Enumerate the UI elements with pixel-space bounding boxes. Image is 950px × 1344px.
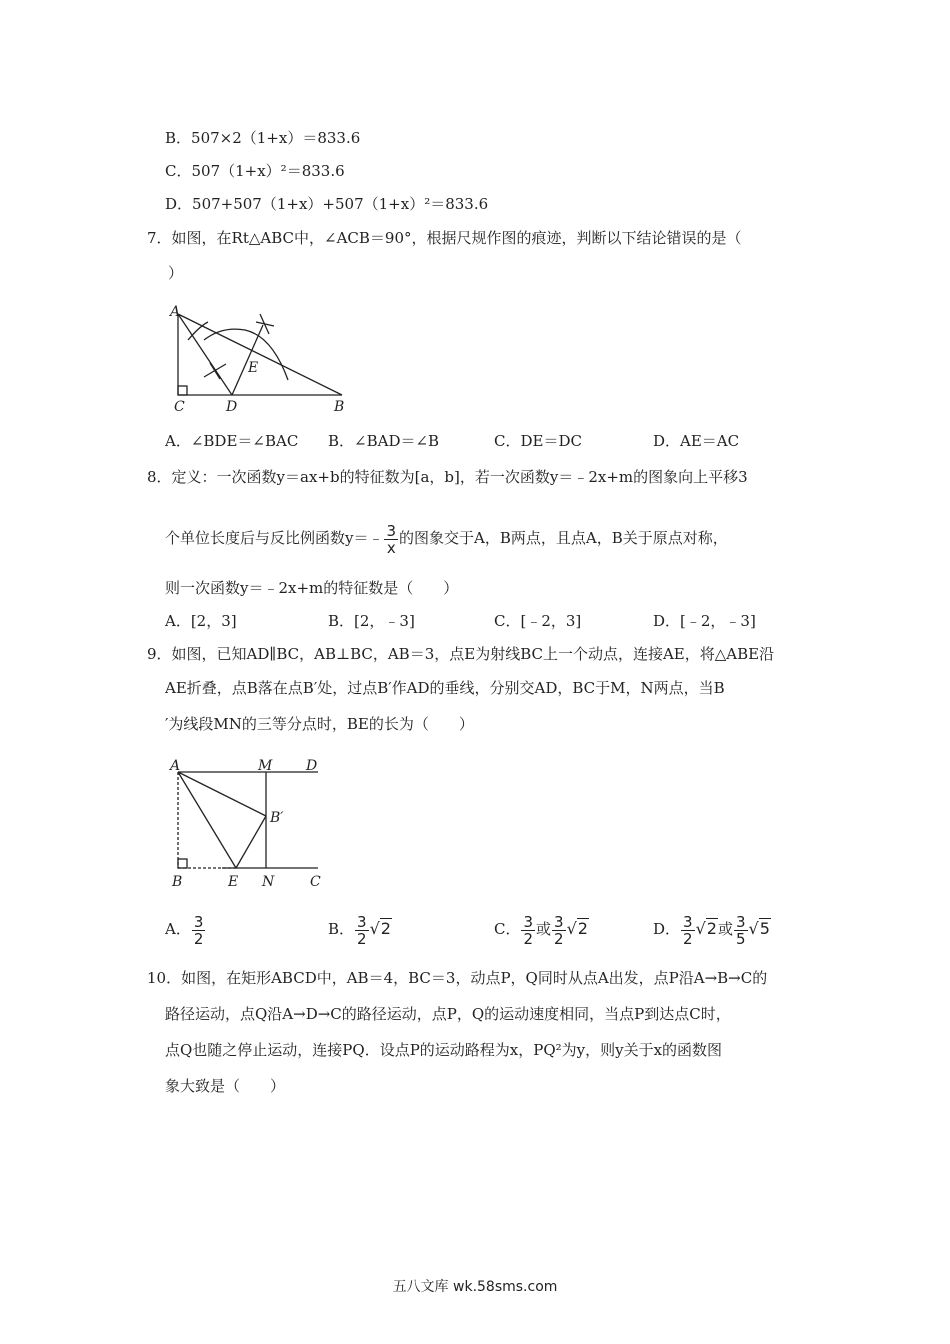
q9-opt-b-num: 3 — [357, 912, 367, 931]
q10-stem-line2: 路径运动，点Q沿A→D→C的路径运动，点P，Q的运动速度相同，当点P到达点C时， — [165, 1005, 731, 1023]
q9-option-b-label: B． — [328, 920, 355, 938]
q9-opt-b-radicand: 2 — [380, 919, 391, 938]
q7-stem-line1: 7．如图，在Rt△ABC中，∠ACB＝90°，根据尺规作图的痕迹，判断以下结论错误的是（ — [147, 229, 742, 247]
q8-fraction — [384, 523, 398, 556]
q9-label-n: N — [262, 874, 275, 890]
q9-opt-c-den1: 2 — [523, 929, 534, 948]
q9-opt-d-den1: 2 — [683, 929, 693, 948]
q9-opt-c-num2: 3 — [554, 912, 564, 931]
q9-opt-d-den2: 5 — [735, 929, 746, 948]
q9-opt-a-frac — [192, 914, 206, 947]
q8-option-b: B．[2，﹣3] — [328, 612, 415, 630]
q9-opt-b-den: 2 — [357, 929, 367, 948]
q9-option-d — [653, 910, 771, 948]
q9-opt-d-num1: 3 — [683, 912, 693, 931]
q9-stem-line1: 9．如图，已知AD∥BC，AB⊥BC，AB＝3，点E为射线BC上一个动点，连接AE，将△ABE沿 — [147, 645, 775, 663]
q8-stem-line2 — [165, 519, 728, 557]
q9-label-bprime: B′ — [270, 810, 284, 826]
q7-figure — [160, 300, 360, 416]
q9-opt-d-sqrt2: √5 — [748, 919, 770, 938]
q9-opt-c-sqrt: √2 — [566, 919, 588, 938]
q9-opt-b-frac — [355, 914, 369, 947]
q7-stem-line2: ） — [168, 264, 184, 282]
q7-option-c: C．DE＝DC — [494, 432, 582, 450]
q9-opt-c-frac1 — [521, 914, 535, 947]
q9-stem-line2: AE折叠，点B落在点B′处，过点B′作AD的垂线，分别交AD，BC于M，N两点，当B — [165, 679, 725, 697]
q9-option-c — [494, 910, 589, 948]
q9-opt-d-radicand1: 2 — [706, 919, 717, 938]
q7-label-d: D — [226, 399, 238, 415]
q9-opt-d-frac2 — [734, 914, 748, 947]
q9-opt-a-num: 3 — [193, 912, 204, 931]
q7-option-b: B．∠BAD＝∠B — [328, 432, 440, 450]
q9-option-d-label: D． — [653, 920, 681, 938]
q9-opt-c-or: 或 — [536, 920, 552, 938]
q7-label-c: C — [174, 399, 185, 415]
q9-opt-c-num1: 3 — [523, 912, 534, 931]
q9-opt-d-or: 或 — [717, 920, 733, 938]
q8-frac-num: 3 — [386, 521, 397, 540]
q8-stem-line2-a: 个单位长度后与反比例函数y＝﹣ — [165, 529, 384, 547]
q9-option-c-label: C． — [494, 920, 521, 938]
q9-opt-c-radicand: 2 — [577, 919, 588, 938]
q10-stem-line1: 10．如图，在矩形ABCD中，AB＝4，BC＝3，动点P，Q同时从点A出发，点P沿A→B→C的 — [147, 969, 768, 987]
q8-option-c: C．[﹣2，3] — [494, 612, 582, 630]
q9-opt-c-den2: 2 — [554, 929, 564, 948]
q9-opt-c-frac2 — [552, 914, 566, 947]
q9-opt-a-den: 2 — [193, 929, 204, 948]
q9-opt-b-sqrt: √2 — [369, 919, 391, 938]
q7-label-e: E — [248, 360, 259, 376]
q9-label-b: B — [172, 874, 183, 890]
q9-label-e: E — [228, 874, 239, 890]
q7-label-b: B — [334, 399, 345, 415]
q9-label-c: C — [310, 874, 321, 890]
q7-option-a: A．∠BDE＝∠BAC — [165, 432, 299, 450]
q9-figure — [160, 752, 340, 892]
q10-stem-line4: 象大致是（ ） — [165, 1077, 286, 1095]
q9-stem-line3: ′为线段MN的三等分点时，BE的长为（ ） — [165, 715, 474, 733]
q7-option-d: D．AE＝AC — [653, 432, 740, 450]
page-footer: 五八文库 wk.58sms.com — [392, 1279, 558, 1295]
q9-label-a: A — [170, 758, 181, 774]
q6-option-b: B．507×2（1+x）＝833.6 — [165, 129, 361, 147]
q8-option-a: A．[2，3] — [165, 612, 237, 630]
q9-opt-d-frac1 — [681, 914, 695, 947]
q7-label-a: A — [170, 304, 181, 320]
q9-opt-d-radicand2: 5 — [759, 919, 770, 938]
q8-stem-line1: 8．定义：一次函数y＝ax+b的特征数为[a，b]，若一次函数y＝﹣2x+m的图象向上平移3 — [147, 468, 748, 486]
q9-option-b — [328, 910, 392, 948]
q9-option-a-label: A． — [165, 920, 191, 938]
q9-opt-d-num2: 3 — [735, 912, 746, 931]
q9-label-d: D — [306, 758, 318, 774]
q6-option-c: C．507（1+x）²＝833.6 — [165, 162, 345, 180]
q8-stem-line3: 则一次函数y＝﹣2x+m的特征数是（ ） — [165, 579, 459, 597]
q9-opt-d-sqrt1: √2 — [695, 919, 717, 938]
q9-label-m: M — [258, 758, 273, 774]
q6-option-d: D．507+507（1+x）+507（1+x）²＝833.6 — [165, 195, 489, 213]
q10-stem-line3: 点Q也随之停止运动，连接PQ．设点P的运动路程为x，PQ²为y，则y关于x的函数图 — [165, 1041, 723, 1059]
q9-option-a — [165, 910, 206, 948]
q8-stem-line2-b: 的图象交于A，B两点，且点A，B关于原点对称， — [399, 529, 728, 547]
q8-option-d: D．[﹣2，﹣3] — [653, 612, 756, 630]
q8-frac-den: x — [386, 538, 396, 557]
